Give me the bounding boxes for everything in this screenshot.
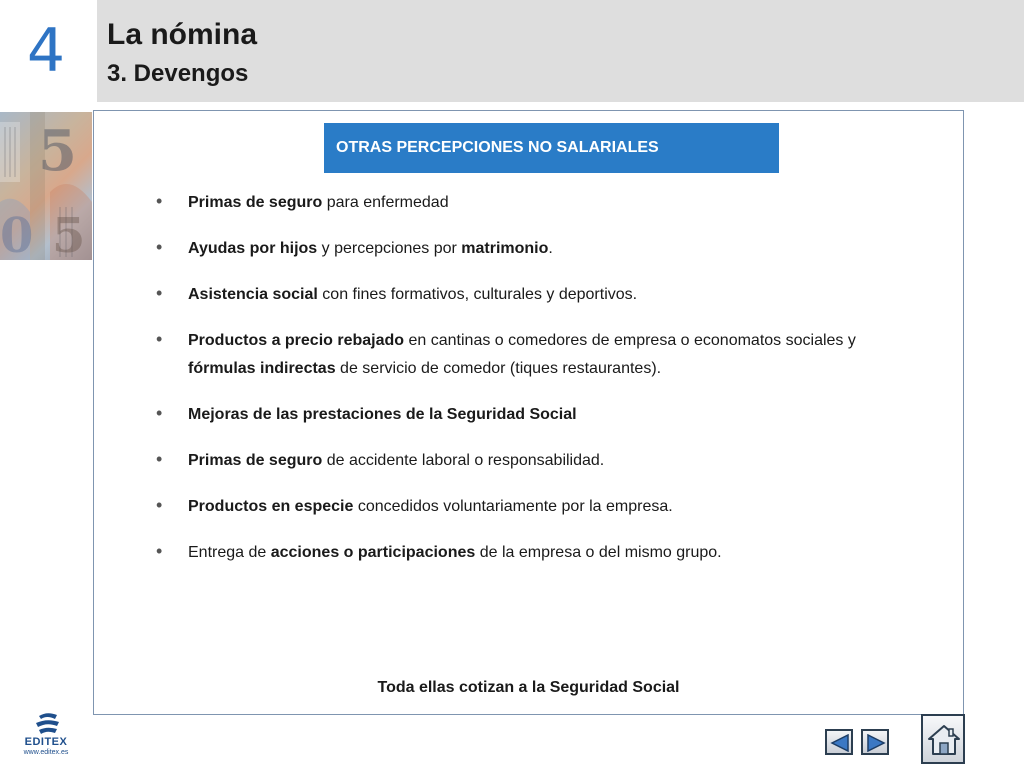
bullet-item-text: y percepciones por: [317, 240, 462, 257]
bullet-item: [156, 447, 876, 475]
logo-name: EDITEX: [24, 736, 68, 748]
bullet-item-text: concedidos voluntariamente por la empresa.: [353, 498, 673, 515]
bullet-item-bold-text: Primas de seguro: [188, 194, 323, 211]
bullet-item-text: Entrega de: [188, 544, 271, 561]
bullet-item-text: .: [548, 240, 553, 257]
bullet-item: [156, 539, 876, 567]
header-bar: [97, 0, 1024, 102]
svg-text:5: 5: [38, 118, 77, 184]
bullet-item-bold-text: Productos en especie: [188, 498, 354, 515]
triangle-right-icon: [866, 734, 886, 752]
bullet-item-bold-text: Primas de seguro: [188, 452, 323, 469]
bullet-list: [156, 189, 876, 585]
bullet-item-bold-text: acciones o participaciones: [270, 544, 476, 561]
bullet-item-bold-text: Mejoras de las prestaciones de la Seguridad Social: [188, 406, 577, 423]
next-slide-button[interactable]: [861, 729, 889, 755]
logo-url: www.editex.es: [23, 749, 69, 756]
triangle-left-icon: [830, 734, 850, 752]
svg-text:5: 5: [52, 208, 86, 260]
bullet-item-text: para enfermedad: [322, 194, 449, 211]
section-banner: OTRAS PERCEPCIONES NO SALARIALES: [324, 123, 779, 173]
bullet-item-text: en cantinas o comedores de empresa o economatos sociales y: [404, 332, 856, 349]
bullet-item-bold-text: Ayudas por hijos: [188, 240, 318, 257]
chapter-badge: [0, 0, 92, 102]
editex-logo-mark: [33, 712, 61, 736]
bullet-item-bold-text: Productos a precio rebajado: [188, 332, 405, 349]
bullet-item-text: de accidente laboral o responsabilidad.: [322, 452, 605, 469]
bullet-item-text: de servicio de comedor (tiques restaurantes).: [335, 360, 662, 377]
chapter-number: 4: [26, 16, 66, 86]
home-button[interactable]: [921, 714, 965, 764]
house-icon: [927, 724, 961, 756]
bullet-item: [156, 327, 876, 383]
page-title: La nómina: [107, 18, 258, 51]
bullet-item: [156, 281, 876, 309]
previous-slide-button[interactable]: [825, 729, 853, 755]
content-panel: [93, 110, 964, 715]
bullet-item-bold-text: matrimonio: [461, 240, 549, 257]
footer-note: Toda ellas cotizan a la Seguridad Social: [377, 679, 680, 696]
bullet-item-bold-text: Asistencia social: [188, 286, 318, 303]
page-subtitle: 3. Devengos: [107, 60, 249, 87]
editex-logo: [18, 712, 74, 758]
bullet-item: [156, 493, 876, 521]
bullet-item-text: de la empresa o del mismo grupo.: [475, 544, 722, 561]
bullet-item: [156, 189, 876, 217]
bullet-item: [156, 401, 876, 429]
bullet-item-bold-text: fórmulas indirectas: [188, 360, 336, 377]
bullet-item: [156, 235, 876, 263]
svg-text:0: 0: [0, 208, 34, 260]
banknote-image: [0, 112, 92, 260]
bullet-item-text: con fines formativos, culturales y deportivos.: [317, 286, 638, 303]
